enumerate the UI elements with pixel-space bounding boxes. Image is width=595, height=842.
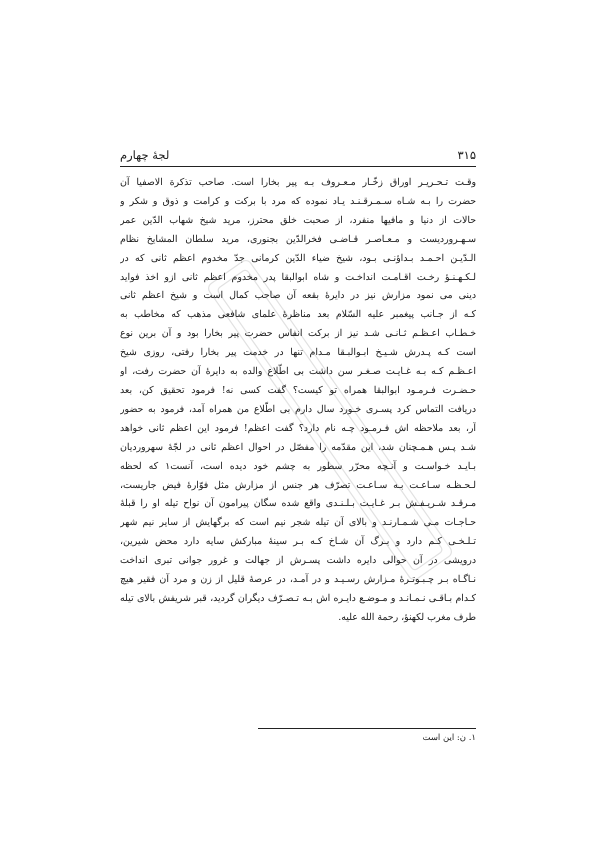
text-line: طرف مغرب لکهنؤ، رحمة الله علیه. [338, 611, 476, 623]
text-line: وقـت تـحـریـر اوراق زخّـار مـعـروف بـه پیر بخارا است. صاحب تذکرة الاصفیا آن [120, 177, 476, 188]
text-line: حـضـرت فـرمـود ابوالبقا همراه تو کیست؟ گفت کسی نه! فرمود تحقیق کن، بعد [120, 384, 476, 396]
text-line: لـحـظـه سـاعـت بـه سـاعـت تصرّف هر جنس از مزارش مثل فوّارۀ فیض جاریست، [120, 479, 476, 491]
text-line: کـه از جـانب پیغمبر علیه السّلام بعد مناظرۀ علمای شافعی مذهب که مخاطب به [120, 309, 476, 321]
text-line: لـکـهـنـؤ رخـت اقـامـت انداخـت و شاه ابوالبقا پدر مخدوم اعظم ثانی ازو اخذ فواید [120, 271, 476, 283]
text-line: کـدام بـاقـی نـمـانـد و مـوضـع دایـره اش بـه تـصـرّف دیگران گردید، قبر شریفش بالای تیله [120, 592, 476, 604]
text-line: شـد پـس هـمـچنان شد، این مقدّمه را مفصّل در احوال اعظم ثانی در لجّۀ سهروردیان [120, 441, 476, 453]
page-number: ۳۱۵ [457, 148, 476, 162]
text-line: است کـه پـدرش شـیـخ ابـوالبـقا مـدام تنها در خدمت پیر بخارا رفتی، روزی شیخ [120, 347, 476, 359]
text-line: سـهـروردیست و مـعـاصـر قـاضـی فخرالدّین بجنوری، مرید سلطان المشایخ نظام [120, 233, 476, 245]
chapter-title: لجۀ چهارم [120, 148, 170, 162]
running-header [120, 148, 476, 162]
text-line: مـرقـد شـریـفـش بـر غـایـت بـلـنـدی واقع شده سگان پیرامون آن نواح تیله او را قبلۀ [120, 498, 476, 510]
text-line: درویشی در آن حوالی دایره داشت پسـرش از جهالت و غرور جوانی تبری انداخت [120, 555, 476, 567]
header-rule [120, 166, 476, 167]
footnote-rule [258, 728, 476, 729]
footnote: ۱. ن: این است [422, 733, 476, 743]
text-line: حالات از دنیا و مافیها منفرد، از صحبت خلق محترز، مرید شیخ شهاب الدّین عمر [120, 214, 476, 226]
text-line: نـاگـاه بـر چـبـوتـرۀ مـزارش رسـیـد و در آمـد، در عرصۀ قلیل از زن و مرد آن فقیر هیچ [120, 574, 476, 586]
text-line: آر، بعد ملاحظه اش فـرمـود چـه نام دارد؟ گفت اعظم! فرمود این اعظم ثانی خواهد [120, 422, 476, 434]
text-line: دینی می نمود مزارش نیز در دایرۀ بقعه آن صاحب کمال است و شیخ اعظم ثانی [120, 290, 476, 302]
text-line: خـطـاب اعـظـم ثـانـی شـد نیز از برکت انفاس حضرت پیر بخارا بود و آن برین نوع [120, 328, 476, 340]
text-line: دریافت التماس کرد پسـری خـورد سال دارم بی اطّلاع من همراه آمد، فرمود به حضور [120, 403, 476, 415]
text-line: بـایـد خـواسـت و آنـچه محرّر سطور به چشم خود دیده است، آنست۱ که لحظه [120, 460, 476, 472]
text-line: الـدّیـن احـمـد بـداؤنـی بـود، شیخ ضیاء الدّین کرمانی جدّ مخدوم اعظم ثانی که در [120, 252, 476, 264]
text-line: حضرت را بـه شـاه سـمـرقـنـد یـاد نموده که مرد با برکت و کرامت و ذوق و شکر و [120, 195, 476, 207]
body-text [120, 174, 476, 628]
text-line: اعـظـم کـه بـه غـایـت صـغـر سن داشت بی اطّلاع والده به دایرۀ آن حضرت رفت، او [120, 366, 476, 378]
text-line: تـلـخـی کـم دارد و بـرگ آن شـاخ کـه بـر سینۀ مبارکش سایه دارد محض شیرین، [120, 536, 476, 548]
text-line: حـاجـات مـی شـمـارنـد و بالای آن تیله شجر نیم است که برگهایش از سایر نیم شهر [120, 517, 476, 529]
